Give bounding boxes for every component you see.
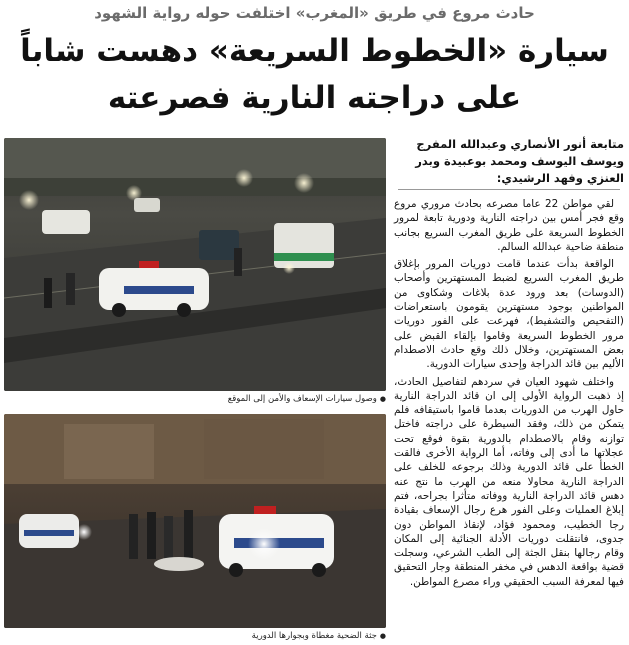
photo-caption-1 bbox=[4, 394, 386, 404]
article-paragraph: لقي مواطن 22 عاما مصرعه بحادث مروري مروع وقع فجر أمس بين دراجته النارية ودورية تابعة لمرور الخطوط السريعة على طريق المغرب السريع بجانب منطقة ضاحية عبدالله السالم. bbox=[394, 198, 624, 253]
photo-victim-scene-image bbox=[4, 414, 386, 628]
article-paragraph: واختلف شهود العيان في سردهم لتفاصيل الحادث، إذ ذهبت الرواية الأولى إلى ان قائد الدراجة النارية حاول الهرب من الدوريات بعدما قاموا باستيقافه فلم يتمكن من ذلك، وفقد السيطرة على دراجته فاختل توازنه وقام بالاصطدام بالدورية بقوة فوقع تحت عجلاتها ما أدى إلى وفاته، أما الرواية الأخرى فالقت الخطأ على قائد الدورية وذلك برجوعه للخلف على الدراجة النارية محاولا منعه من الهرب ما نتج عنه دهس قائد الدراجة النارية ووفاته متأثرا بجراحه، فتم إبلاغ العمليات وعلى الفور هرع رجال الإسعاف بقيادة رجا الخطيب، ومحمود فؤاد، لإنقاذ المواطن دون جدوى، فانتقلت دوريات الأدلة الجنائية إلى المكان وقام رجالها بنقل الجثة إلى الطب الشرعي، وسجلت قضية بواقعة الدهس في مخفر المنطقة وجار التحقيق فيها لمعرفة السبب الحقيقي وراء مصرع المواطن. bbox=[394, 375, 624, 588]
article-paragraph: الواقعة بدأت عندما قامت دوريات المرور بإغلاق طريق المغرب السريع لضبط المستهترين وأصحاب (الدوسات) بعد ورود عدة بلاغات وشكاوى من المواطنين بوجود مستهترين يقومون باستعراضات (التفحيص والتشفيط)، فهرعت على الفور دوريات مرور الخطوط السريعة وقاموا بإلقاء القبض على بعض المستهترين، وخلال ذلك وقع حادث الاصطدام الأليم بين قائد الدراجة وإحدى سيارات الدورية. bbox=[394, 258, 624, 371]
byline-divider bbox=[398, 189, 620, 190]
article-kicker: حادث مروع في طريق «المغرب» اختلفت حوله رواية الشهود bbox=[94, 4, 535, 22]
article-body bbox=[394, 197, 624, 592]
headline-line-2: على دراجته النارية فصرعته bbox=[107, 80, 522, 116]
photo-victim-scene bbox=[4, 414, 386, 628]
headline-line-1: سيارة «الخطوط السريعة» دهست شاباً bbox=[20, 33, 609, 69]
photo-ambulance-scene bbox=[4, 138, 386, 391]
photo-ambulance-scene-image bbox=[4, 138, 386, 391]
article-byline: متابعة أنور الأنصاري وعبدالله المفرج ويوسف اليوسف ومحمد بوعبيدة وبدر العنزي وفهد الرشيدي: bbox=[415, 137, 624, 185]
caption-bullet-icon: ● bbox=[379, 395, 386, 403]
caption-2-text: جثة الضحية مغطاة وبجوارها الدورية bbox=[251, 631, 377, 641]
article-headline bbox=[10, 28, 619, 122]
caption-bullet-icon: ● bbox=[379, 632, 386, 640]
caption-1-text: وصول سيارات الإسعاف والأمن إلى الموقع bbox=[227, 394, 377, 404]
photo-caption-2 bbox=[4, 631, 386, 641]
